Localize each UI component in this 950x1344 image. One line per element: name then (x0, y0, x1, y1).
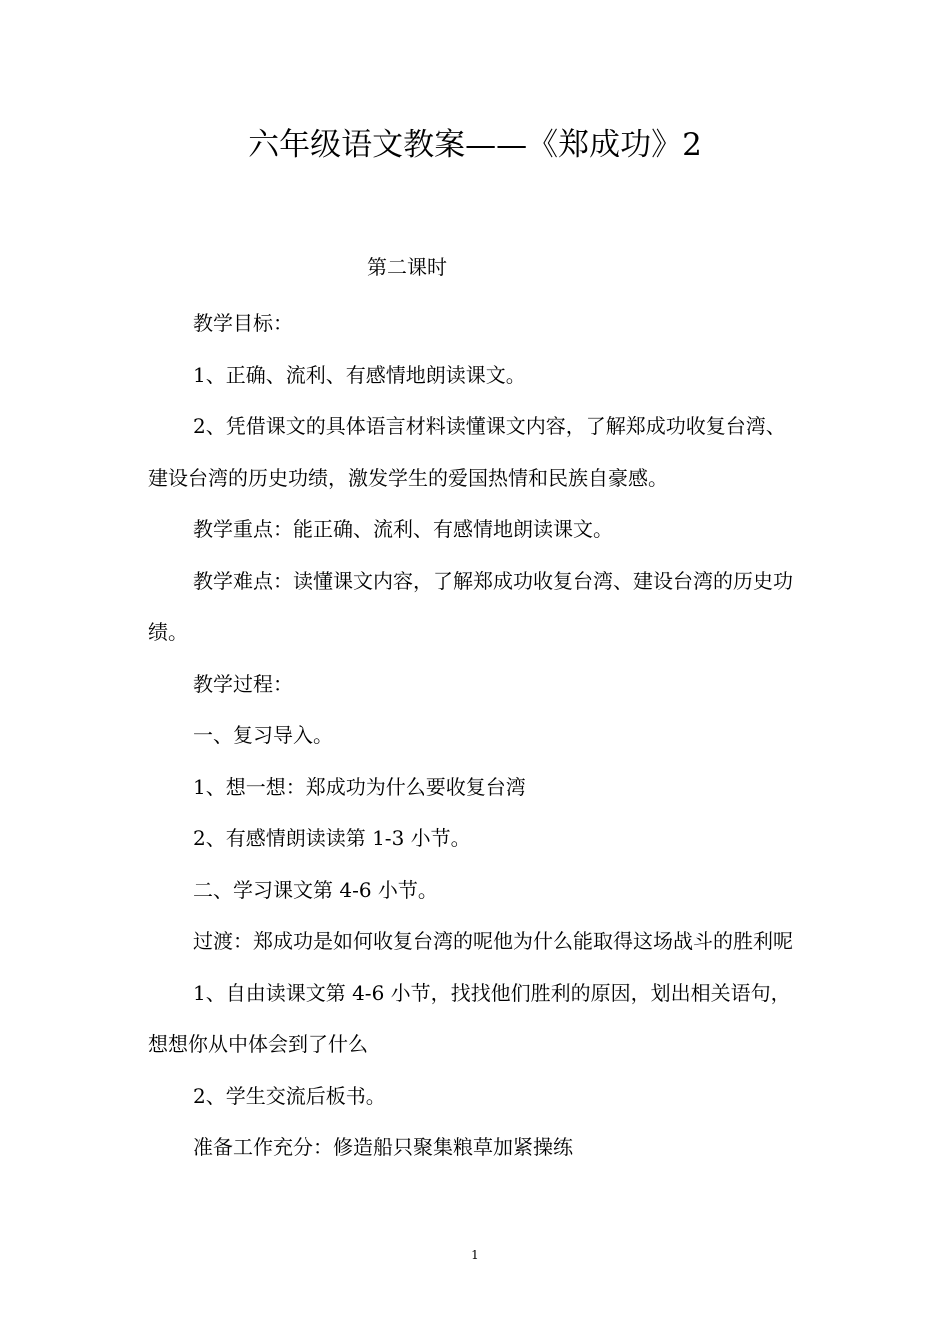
paragraph: 过渡：郑成功是如何收复台湾的呢他为什么能取得这场战斗的胜利呢 (193, 929, 793, 953)
paragraph: 教学目标： (193, 311, 293, 335)
paragraph: 二、学习课文第 4-6 小节。 (193, 877, 438, 902)
paragraph: 1、正确、流利、有感情地朗读课文。 (193, 362, 526, 387)
paragraph: 教学重点：能正确、流利、有感情地朗读课文。 (193, 517, 613, 541)
page-number: 1 (471, 1248, 479, 1262)
paragraph: 教学难点：读懂课文内容，了解郑成功收复台湾、建设台湾的历史功绩。 (148, 568, 793, 644)
document-body (148, 298, 803, 1174)
paragraph: 2、凭借课文的具体语言材料读懂课文内容，了解郑成功收复台湾、建设台湾的历史功绩，激发学生的爱国热情和民族自豪感。 (148, 414, 786, 490)
paragraph: 1、想一想：郑成功为什么要收复台湾 (193, 774, 526, 799)
paragraph: 教学过程： (193, 671, 293, 696)
document-title: 六年级语文教案——《郑成功》2 (248, 127, 702, 163)
paragraph: 2、有感情朗读读第 1-3 小节。 (193, 826, 471, 850)
lesson-subheading: 第二课时 (367, 255, 447, 279)
paragraph: 准备工作充分：修造船只聚集粮草加紧操练 (193, 1135, 573, 1159)
paragraph: 2、学生交流后板书。 (193, 1083, 386, 1108)
paragraph: 一、复习导入。 (193, 723, 333, 747)
paragraph: 1、自由读课文第 4-6 小节，找找他们胜利的原因，划出相关语句，想想你从中体会到了什么 (148, 980, 791, 1056)
